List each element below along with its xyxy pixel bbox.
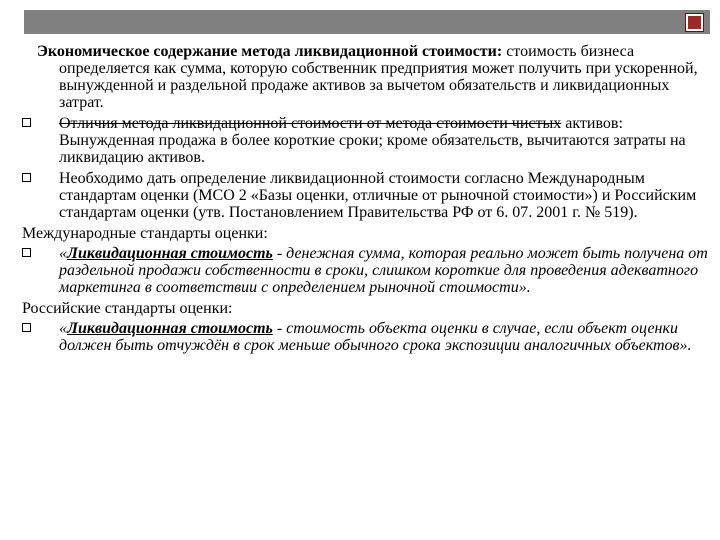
ru-open-quote: « — [59, 320, 67, 337]
intro-heading: Экономическое содержание метода ликвидационной стоимости: — [37, 43, 503, 60]
square-bullet-icon — [22, 248, 31, 257]
slide-content — [22, 43, 712, 358]
bullet-item-definition-needed — [22, 170, 712, 221]
differences-struck-text: Отличия метода ликвидационной стоимости от метода стоимости чистых — [59, 115, 562, 132]
square-bullet-icon — [22, 118, 31, 127]
intl-open-quote: « — [59, 245, 67, 262]
russian-standards-heading: Российские стандарты оценки: — [22, 300, 233, 317]
intl-definition-text: - денежная сумма, которая реально может быть получена от раздельной продажи собственности в сроки, слишком короткие для проведения адекватного маркетинга в соответствии с определением рыночной стоимости». — [59, 245, 708, 296]
intl-term: Ликвидационная стоимость — [67, 245, 273, 262]
ru-term: Ликвидационная стоимость — [67, 320, 273, 337]
bullet-item-differences — [22, 115, 712, 166]
ru-definition-text: - стоимость объекта оценки в случае, если объект оценки должен быть отчуждён в срок меньше обычного срока экспозиции аналогичных объектов». — [59, 320, 692, 354]
corner-square — [686, 14, 703, 31]
header-bar — [24, 10, 710, 34]
definition-needed-text: Необходимо дать определение ликвидационной стоимости согласно Международным стандартам оценки (МСО 2 «Базы оценки, отличные от рыночной стоимости») и Российским стандартам оценки (утв. Постановлением Правительства РФ от 6. 07. 2001 г. № 519). — [59, 170, 697, 221]
intro-text: стоимость бизнеса определяется как сумма, которую собственник предприятия может получить при ускоренной, вынужденной и раздельной продаже активов за вычетом обязательств и ликвидационных затрат. — [59, 43, 698, 111]
square-bullet-icon — [22, 323, 31, 332]
bullet-item-russian-definition — [22, 320, 712, 354]
square-bullet-icon — [22, 173, 31, 182]
differences-text: активов: Вынужденная продажа в более короткие сроки; кроме обязательств, вычитаются затраты на ликвидацию активов. — [59, 115, 686, 166]
international-standards-heading: Международные стандарты оценки: — [22, 225, 268, 242]
intro-paragraph — [22, 43, 712, 111]
bullet-item-international-definition — [22, 245, 712, 296]
